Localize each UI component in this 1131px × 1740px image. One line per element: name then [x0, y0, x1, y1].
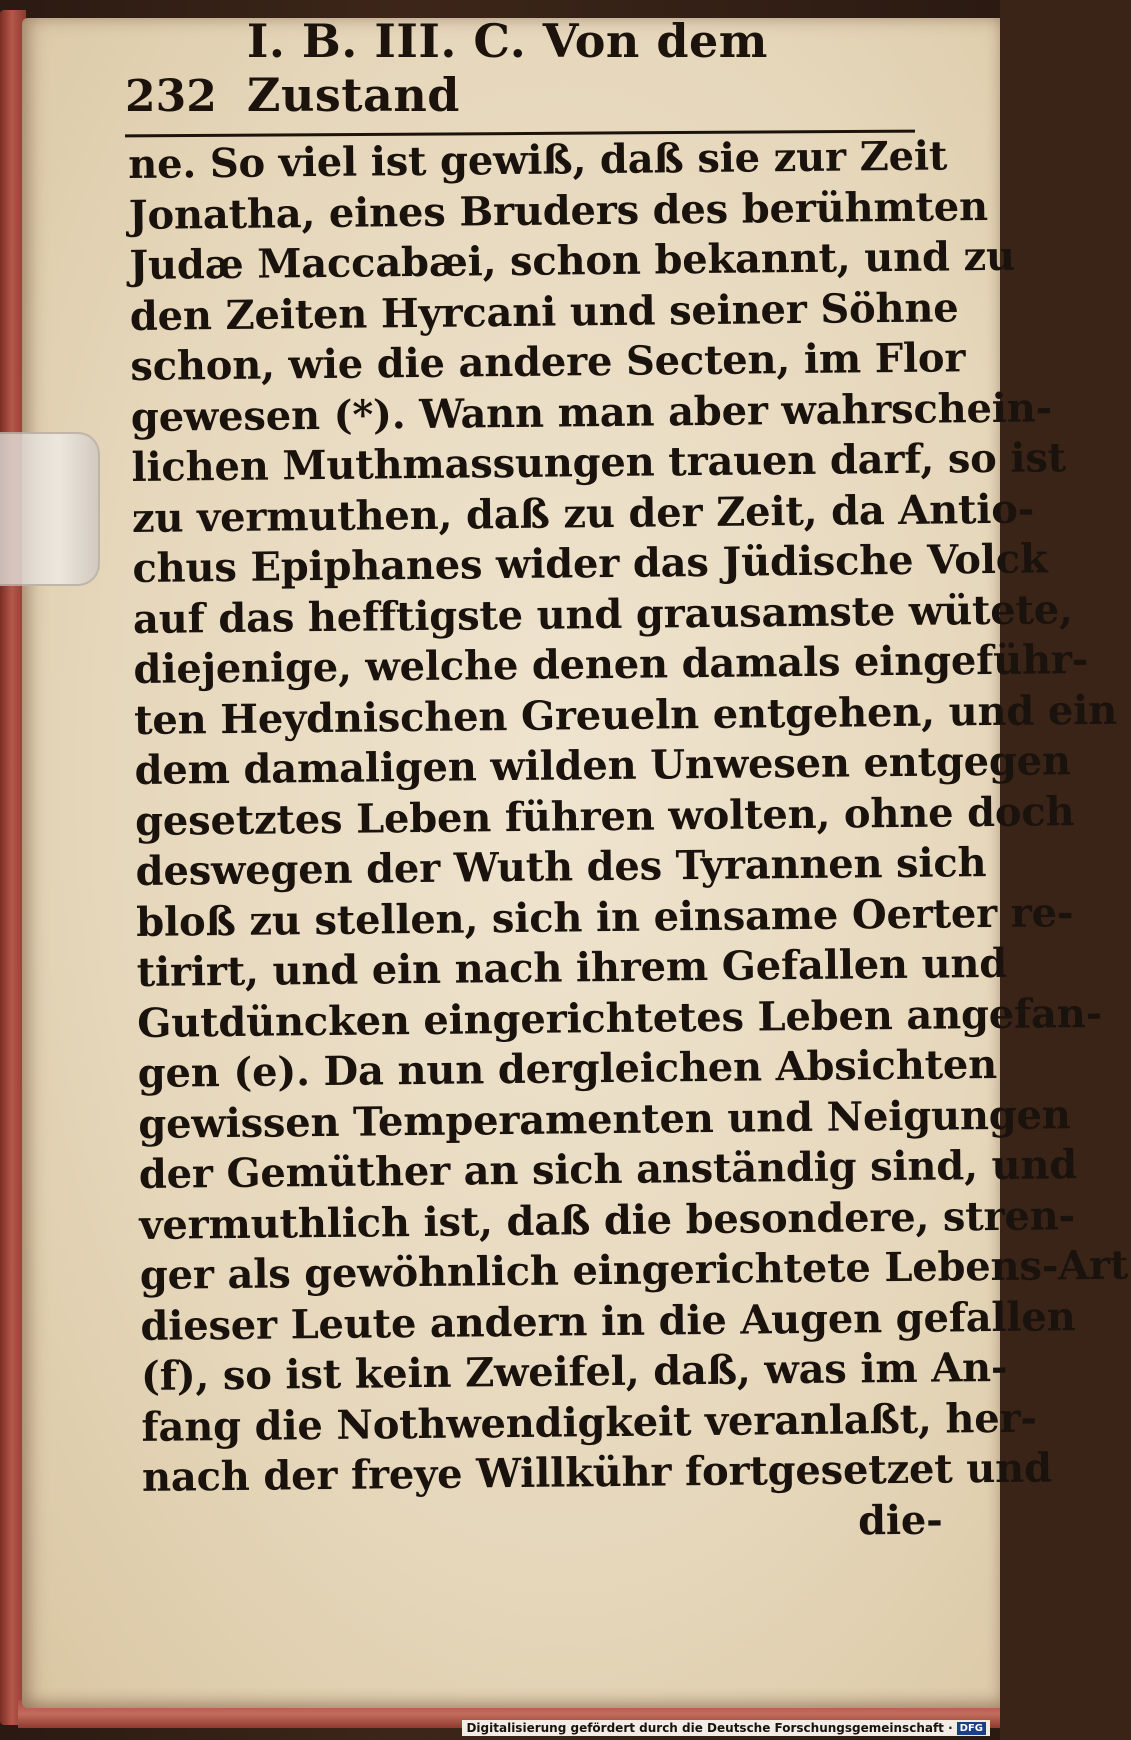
text-line: (f), so ist kein Zweifel, daß, was im An- — [140, 1343, 1008, 1400]
text-line: nach der freye Willkühr fortgesetzet und — [141, 1444, 1053, 1501]
digitization-credit — [462, 1720, 990, 1736]
text-line: der Gemüther an sich anständig sind, und — [138, 1141, 1078, 1198]
text-line: Judæ Maccabæi, schon bekannt, und zu — [129, 232, 1016, 289]
text-line: ger als gewöhnlich eingerichtete Lebens-Art — [139, 1241, 1129, 1299]
page-clip-tab — [0, 432, 100, 586]
page-number: 232 — [125, 71, 217, 122]
page-header — [125, 14, 905, 122]
text-line: vermuthlich ist, daß die besondere, stren- — [139, 1191, 1076, 1249]
text-line: dem damaligen wilden Unwesen entgegen — [134, 737, 1072, 794]
text-line: gewissen Temperamenten und Neigungen — [138, 1090, 1071, 1148]
text-line: diejenige, welche denen damals eingeführ- — [133, 635, 1089, 693]
text-line: tirirt, und ein nach ihrem Gefallen und — [136, 939, 1008, 996]
running-head: I. B. III. C. Von dem Zustand — [246, 14, 768, 122]
text-line: zu vermuthen, daß zu der Zeit, da Antio- — [131, 485, 1035, 542]
catchword: die- — [857, 1496, 943, 1544]
text-line: fang die Nothwendigkeit veranlaßt, her- — [141, 1394, 1037, 1451]
text-line: auf das hefftigste und grausamste wütete, — [132, 585, 1073, 643]
text-line: deswegen der Wuth des Tyrannen sich — [135, 839, 987, 895]
text-line: gen (e). Da nun dergleichen Absichten — [137, 1040, 998, 1097]
body-text — [128, 132, 1129, 1554]
text-line: bloß zu stellen, sich in einsame Oerter re- — [135, 888, 1074, 946]
text-line: Jonatha, eines Bruders des berühmten — [128, 182, 989, 239]
text-line: ten Heydnischen Greueln entgehen, und ein — [133, 686, 1118, 744]
text-line: gesetztes Leben führen wolten, ohne doch — [134, 787, 1075, 845]
text-line: dieser Leute andern in die Augen gefallen — [140, 1292, 1076, 1350]
text-line: ne. So viel ist gewiß, daß sie zur Zeit — [128, 132, 948, 188]
text-line: gewesen (*). Wann man aber wahrschein- — [130, 383, 1053, 441]
text-line: chus Epiphanes wider das Jüdische Volck — [132, 535, 1048, 592]
text-line: Gutdüncken eingerichtetes Leben angefan- — [137, 989, 1103, 1047]
credit-text: Digitalisierung gefördert durch die Deutsche Forschungsgemeinschaft · — [466, 1721, 953, 1735]
text-line: lichen Muthmassungen trauen darf, so ist — [131, 434, 1067, 491]
text-line: schon, wie die andere Secten, im Flor — [130, 334, 966, 390]
text-line: den Zeiten Hyrcani und seiner Söhne — [129, 283, 959, 340]
dfg-logo: DFG — [957, 1722, 986, 1735]
